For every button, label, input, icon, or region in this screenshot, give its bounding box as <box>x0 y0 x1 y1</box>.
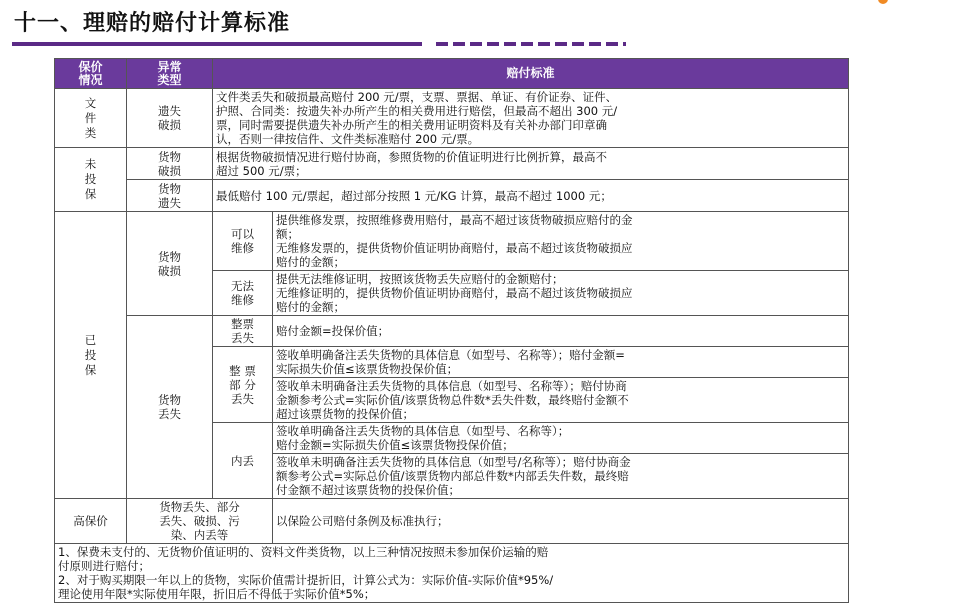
notes <box>55 544 849 603</box>
cell-text: 无维修证明的，提供货物价值证明协商赔付，最高不超过该货物破损应 <box>276 286 633 300</box>
cell-text: 投 <box>84 172 97 186</box>
standard-inner-lost-1 <box>273 423 849 454</box>
header-text: 保价 <box>78 59 103 74</box>
cell-text: 实际损失价值≤该票货物投保价值； <box>276 362 459 376</box>
cell-text: 签收单未明确备注丢失货物的具体信息（如型号、名称等）；赔付协商 <box>276 379 627 393</box>
cell-text: 货物 <box>158 181 181 196</box>
type-insured-loss <box>127 316 213 499</box>
category-high-value: 高保价 <box>55 499 127 544</box>
note-text: 付原则进行赔付； <box>58 559 150 573</box>
cell-text: 维修 <box>231 293 254 307</box>
cell-text: 签收单明确备注丢失货物的具体信息（如型号、名称等）； <box>276 424 570 438</box>
cell-text: 货物 <box>158 393 181 407</box>
type-uninsured-loss <box>127 180 213 212</box>
cell-text: 破损 <box>158 118 181 132</box>
header-row <box>55 59 849 89</box>
title-dashes <box>436 42 626 46</box>
cell-text: 赔付的金额； <box>276 300 345 314</box>
cell-text: 超过该票货物的投保价值； <box>276 407 414 421</box>
cell-text: 保 <box>84 362 97 377</box>
category-uninsured <box>55 148 127 212</box>
cell-text: 破损 <box>158 263 181 278</box>
label-repairable <box>213 212 273 271</box>
header-text: 情况 <box>78 72 103 87</box>
cell-text: 根据货物破损情况进行赔付协商，参照货物的价值证明进行比例折算，最高不 <box>216 149 607 164</box>
cell-text: 付金额不超过该票货物的投保价值； <box>276 483 460 497</box>
cell-text: 赔付的金额； <box>276 255 345 269</box>
note-text: 理论使用年限*实际使用年限，折旧后不得低于实际价值*5%； <box>58 587 376 601</box>
cell-text: 签收单明确备注丢失货物的具体信息（如型号、名称等）；赔付金额= <box>276 348 625 362</box>
cell-text: 可以 <box>231 227 254 241</box>
header-insurance-status <box>55 59 127 89</box>
note-text: 2、对于购买期限一年以上的货物，实际价值需计提折旧，计算公式为：实际价值-实际价值*95%/ <box>58 573 554 587</box>
label-inner-lost: 内丢 <box>213 423 273 499</box>
cell-text: 已 <box>84 332 97 347</box>
cell-text: 票，同时需要提供遗失补办所产生的相关费用证明资料及有关补办部门印章确 <box>216 118 607 132</box>
category-document <box>55 89 127 148</box>
cell-text: 破损 <box>158 163 181 178</box>
cell-text: 货物 <box>158 149 181 164</box>
table-row <box>55 89 849 148</box>
cell-text: 丢失 <box>158 407 181 421</box>
cell-text: 染、内丢等 <box>170 528 229 542</box>
cell-text: 未 <box>84 157 97 171</box>
cell-text: 提供无法维修证明，按照该货物丢失应赔付的金额赔付； <box>276 272 564 286</box>
header-text: 异常 <box>157 59 182 74</box>
type-document <box>127 89 213 148</box>
title-underline <box>12 42 422 46</box>
table-row <box>55 212 849 271</box>
cell-text: 整票 <box>231 317 254 331</box>
cell-text: 额； <box>276 227 299 241</box>
standard-uninsured-loss: 最低赔付 100 元/票起，超过部分按照 1 元/KG 计算，最高不超过 1000 元； <box>213 180 849 212</box>
standard-inner-lost-2 <box>273 454 849 499</box>
cell-text: 投 <box>84 347 97 362</box>
standard-partial-lost-1 <box>273 347 849 378</box>
type-insured-damage <box>127 212 213 316</box>
label-unrepairable <box>213 271 273 316</box>
corner-mark <box>878 0 888 4</box>
label-partial-lost <box>213 347 273 423</box>
cell-text: 无法 <box>231 279 254 293</box>
cell-text: 认，否则一律按信件、文件类标准赔付 200 元/票。 <box>216 132 480 146</box>
cell-text: 丢失 <box>231 331 254 345</box>
cell-text: 无维修发票的，提供货物价值证明协商赔付，最高不超过该货物破损应 <box>276 241 633 255</box>
cell-text: 类 <box>84 125 97 140</box>
table-row <box>55 316 849 347</box>
cell-text: 丢失、破损、污 <box>159 514 240 528</box>
cell-text: 维修 <box>231 241 254 255</box>
standard-whole-lost: 赔付金额=投保价值； <box>273 316 849 347</box>
standard-unrepairable <box>273 271 849 316</box>
type-high-value <box>127 499 273 544</box>
cell-text: 遗失 <box>158 195 181 210</box>
table-row <box>55 180 849 212</box>
cell-text: 保 <box>84 187 97 201</box>
cell-text: 超过 500 元/票； <box>216 163 307 178</box>
cell-text: 货物丢失、部分 <box>159 500 240 514</box>
cell-text: 遗失 <box>158 104 181 118</box>
standard-repairable <box>273 212 849 271</box>
standard-high-value: 以保险公司赔付条例及标准执行； <box>273 499 849 544</box>
table-row <box>55 544 849 603</box>
cell-text: 件 <box>84 110 97 125</box>
standard-document <box>213 89 849 148</box>
type-uninsured-damage <box>127 148 213 180</box>
note-text: 1、保费未支付的、无货物价值证明的、资料文件类货物，以上三种情况按照未参加保价运输的赔 <box>58 545 549 559</box>
header-text: 类型 <box>157 72 182 87</box>
cell-text: 货物 <box>158 249 181 264</box>
standard-partial-lost-2 <box>273 378 849 423</box>
standard-uninsured-damage <box>213 148 849 180</box>
slide-title: 十一、理赔的赔付计算标准 <box>14 11 291 36</box>
header-exception-type <box>127 59 213 89</box>
cell-text: 签收单未明确备注丢失货物的具体信息（如型号/名称等）；赔付协商金 <box>276 455 631 469</box>
cell-text: 丢失 <box>231 391 254 406</box>
cell-text: 部 分 <box>229 377 256 392</box>
cell-text: 护照、合同类：按遗失补办所产生的相关费用进行赔偿，但最高不超出 300 元/ <box>216 104 618 118</box>
cell-text: 额参考公式=实际总价值/该票货物内部总件数*内部丢失件数，最终赔 <box>276 469 629 483</box>
cell-text: 文 <box>84 95 97 110</box>
cell-text: 赔付金额=实际损失价值≤该票货物投保价值； <box>276 438 514 452</box>
table-row <box>55 499 849 544</box>
header-standard: 赔付标准 <box>213 59 849 89</box>
category-insured <box>55 212 127 499</box>
table-row <box>55 148 849 180</box>
cell-text: 文件类丢失和破损最高赔付 200 元/票，支票、票据、单证、有价证券、证件、 <box>216 90 618 104</box>
cell-text: 提供维修发票，按照维修费用赔付，最高不超过该货物破损应赔付的金 <box>276 213 633 227</box>
cell-text: 整 票 <box>229 363 256 378</box>
compensation-table <box>54 58 849 603</box>
cell-text: 金额参考公式=实际价值/该票货物总件数*丢失件数，最终赔付金额不 <box>276 393 629 407</box>
label-whole-lost <box>213 316 273 347</box>
